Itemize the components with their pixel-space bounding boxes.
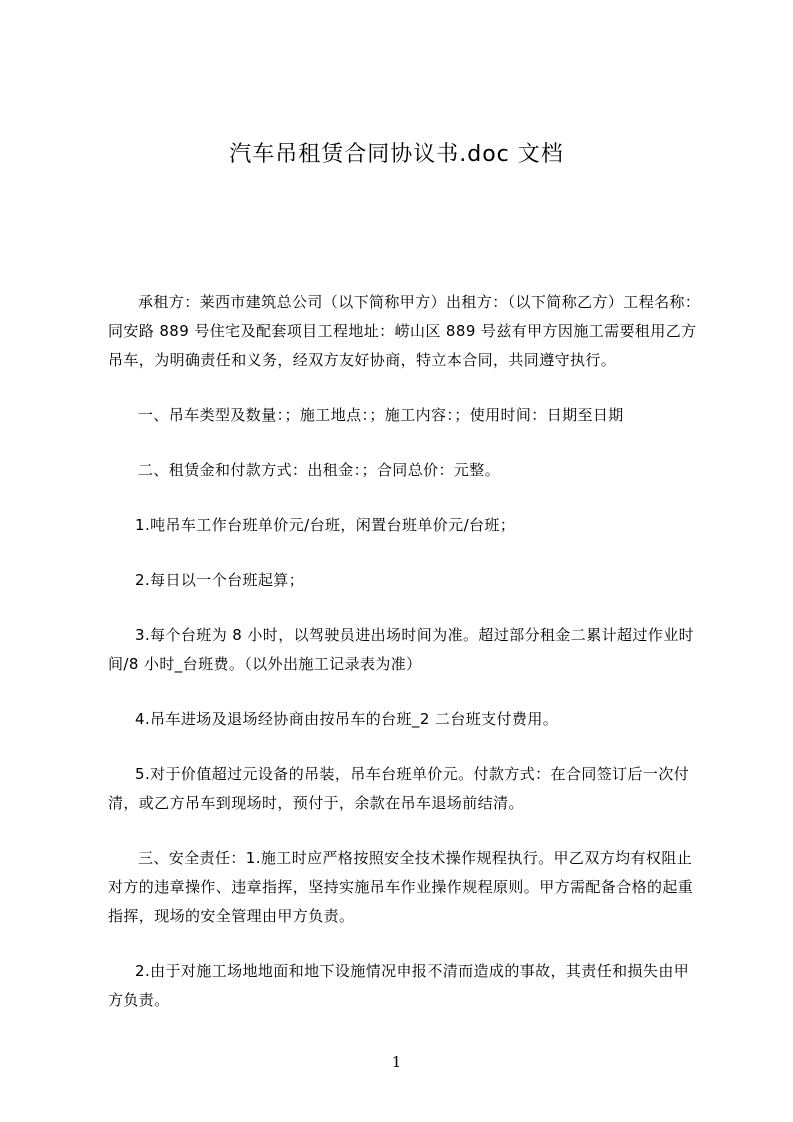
paragraph-section-3: 三、安全责任：1.施工时应严格按照安全技术操作规程执行。甲乙双方均有权阻止对方的违章操作、违章指挥，坚持实施吊车作业操作规程原则。甲方需配备合格的起重指挥，现场的安全管理由甲方负责。: [108, 849, 694, 925]
paragraph-item-1: 1.吨吊车工作台班单价元/台班，闲置台班单价元/台班；: [135, 516, 516, 534]
paragraph-item-2: 2.每日以一个台班起算；: [135, 571, 305, 589]
paragraph-safety-2: 2.由于对施工场地地面和地下设施情况申报不清而造成的事故，其责任和损失由甲方负责。: [108, 962, 690, 1009]
paragraph-item-3: 3.每个台班为 8 小时，以驾驶员进出场时间为准。超过部分租金二累计超过作业时间/8 小时_台班费。（以外出施工记录表为准）: [108, 626, 694, 673]
paragraph-item-4: 4.吊车进场及退场经协商由按吊车的台班_2 二台班支付费用。: [135, 710, 559, 728]
document-title: 汽车吊租赁合同协议书.doc 文档: [229, 142, 564, 167]
paragraph-section-2: 二、租赁金和付款方式：出租金：；合同总价：元整。: [138, 461, 501, 479]
paragraph-item-5: 5.对于价值超过元设备的吊装，吊车台班单价元。付款方式：在合同签订后一次付清，或乙方吊车到现场时，预付于，余款在吊车退场前结清。: [108, 765, 690, 812]
page-number: 1: [391, 1053, 402, 1071]
paragraph-section-1: 一、吊车类型及数量：；施工地点：；施工内容：；使用时间：日期至日期: [138, 406, 624, 424]
paragraph-intro: 承租方：莱西市建筑总公司（以下简称甲方）出租方：（以下简称乙方）工程名称：同安路 889 号住宅及配套项目工程地址：崂山区 889 号兹有甲方因施工需要租用乙方吊车，为明确责任和义务，经双方友好协商，特立本合同，共同遵守执行。: [108, 293, 701, 369]
document-body: [108, 288, 703, 1041]
